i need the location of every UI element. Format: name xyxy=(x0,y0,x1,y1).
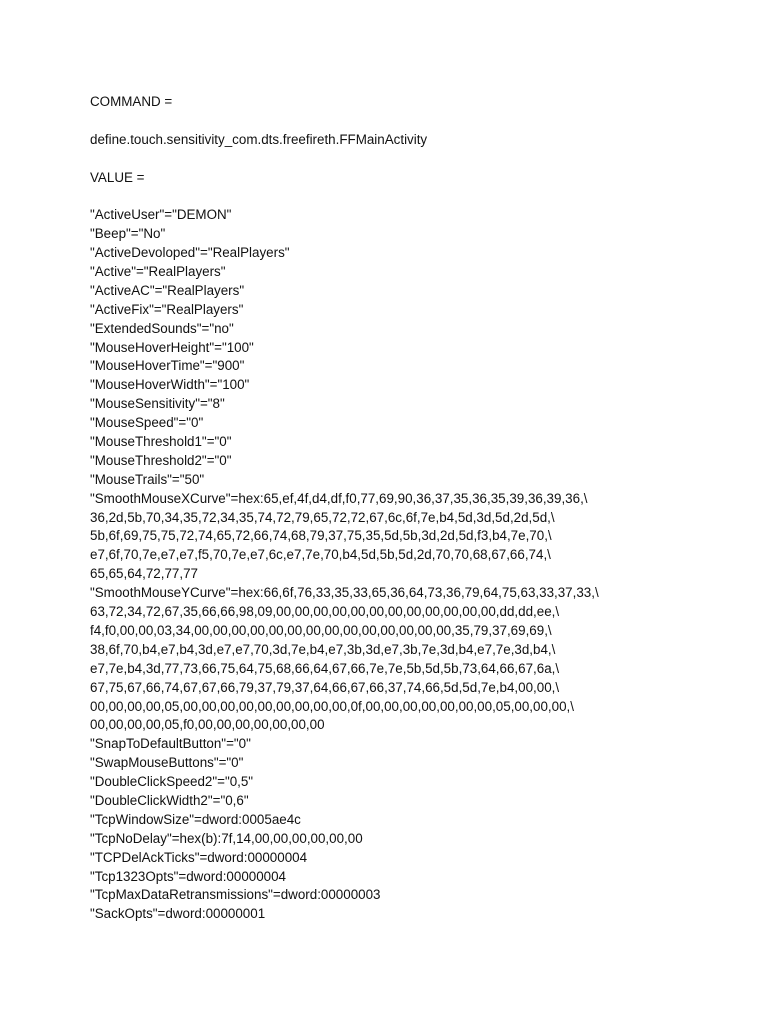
value-label: VALUE = xyxy=(90,169,145,185)
registry-entry-line: "MouseHoverTime"="900" xyxy=(90,358,245,374)
registry-entry-line: "ActiveUser"="DEMON" xyxy=(90,207,232,223)
registry-entry-line: 00,00,00,00,05,00,00,00,00,00,00,00,00,00,0f,00,00,00,00,00,00,00,05,00,00,00,\ xyxy=(90,698,574,714)
registry-entry-line: "TcpWindowSize"=dword:0005ae4c xyxy=(90,811,301,827)
registry-entry-line: "ActiveFix"="RealPlayers" xyxy=(90,301,244,317)
spacer xyxy=(90,150,750,169)
registry-entry-line: "MouseThreshold2"="0" xyxy=(90,452,232,468)
registry-entry-line: e7,6f,70,7e,e7,e7,f5,70,7e,e7,6c,e7,7e,70,b4,5d,5b,5d,2d,70,70,68,67,66,74,\ xyxy=(90,547,551,563)
registry-entry-line: 36,2d,5b,70,34,35,72,34,35,74,72,79,65,72,72,67,6c,6f,7e,b4,5d,3d,5d,2d,5d,\ xyxy=(90,509,555,525)
registry-entry-line: f4,f0,00,00,03,34,00,00,00,00,00,00,00,00,00,00,00,00,00,00,35,79,37,69,69,\ xyxy=(90,622,552,638)
registry-entry-line: "SmoothMouseYCurve"=hex:66,6f,76,33,35,33,65,36,64,73,36,79,64,75,63,33,37,33,\ xyxy=(90,585,599,601)
registry-entry-line: "ActiveDevoloped"="RealPlayers" xyxy=(90,245,290,261)
registry-entry-line: "SnapToDefaultButton"="0" xyxy=(90,736,251,752)
document-body xyxy=(90,93,750,924)
spacer xyxy=(90,112,750,131)
registry-entry-line: "SmoothMouseXCurve"=hex:65,ef,4f,d4,df,f0,77,69,90,36,37,35,36,35,39,36,39,36,\ xyxy=(90,490,588,506)
registry-entry-line: "ExtendedSounds"="no" xyxy=(90,320,234,336)
registry-entry-line: "Tcp1323Opts"=dword:00000004 xyxy=(90,868,287,884)
registry-entry-line: 5b,6f,69,75,75,72,74,65,72,66,74,68,79,37,75,35,5d,5b,3d,2d,5d,f3,b4,7e,70,\ xyxy=(90,528,552,544)
registry-entries xyxy=(90,206,750,924)
spacer xyxy=(90,187,750,206)
command-label: COMMAND = xyxy=(90,94,173,109)
registry-entry-line: 38,6f,70,b4,e7,b4,3d,e7,e7,70,3d,7e,b4,e7,3b,3d,e7,3b,7e,3d,b4,e7,7e,3d,b4,\ xyxy=(90,641,556,657)
registry-entry-line: "Active"="RealPlayers" xyxy=(90,264,226,280)
registry-entry-line: "MouseSpeed"="0" xyxy=(90,415,204,431)
registry-entry-line: "Beep"="No" xyxy=(90,226,166,242)
registry-entry-line: "SackOpts"=dword:00000001 xyxy=(90,906,266,922)
registry-entry-line: "MouseThreshold1"="0" xyxy=(90,434,232,450)
registry-entry-line: 00,00,00,00,05,f0,00,00,00,00,00,00,00 xyxy=(90,717,325,733)
registry-entry-line: "TcpNoDelay"=hex(b):7f,14,00,00,00,00,00,00 xyxy=(90,830,363,846)
registry-entry-line: "SwapMouseButtons"="0" xyxy=(90,755,244,771)
registry-entry-line: "MouseHoverHeight"="100" xyxy=(90,339,254,355)
registry-entry-line: 67,75,67,66,74,67,67,66,79,37,79,37,64,66,67,66,37,74,66,5d,5d,7e,b4,00,00,\ xyxy=(90,679,560,695)
registry-entry-line: "MouseSensitivity"="8" xyxy=(90,396,225,412)
registry-entry-line: "TcpMaxDataRetransmissions"=dword:00000003 xyxy=(90,887,381,903)
registry-entry-line: "DoubleClickSpeed2"="0,5" xyxy=(90,774,254,790)
registry-entry-line: "MouseTrails"="50" xyxy=(90,471,205,487)
registry-entry-line: "MouseHoverWidth"="100" xyxy=(90,377,250,393)
command-value: define.touch.sensitivity_com.dts.freefireth.FFMainActivity xyxy=(90,131,428,147)
registry-entry-line: "ActiveAC"="RealPlayers" xyxy=(90,282,245,298)
registry-entry-line: "DoubleClickWidth2"="0,6" xyxy=(90,792,249,808)
registry-entry-line: e7,7e,b4,3d,77,73,66,75,64,75,68,66,64,67,66,7e,7e,5b,5d,5b,73,64,66,67,6a,\ xyxy=(90,660,560,676)
registry-entry-line: "TCPDelAckTicks"=dword:00000004 xyxy=(90,849,308,865)
registry-entry-line: 63,72,34,72,67,35,66,66,98,09,00,00,00,00,00,00,00,00,00,00,00,00,dd,dd,ee,\ xyxy=(90,604,560,620)
registry-entry-line: 65,65,64,72,77,77 xyxy=(90,566,198,582)
